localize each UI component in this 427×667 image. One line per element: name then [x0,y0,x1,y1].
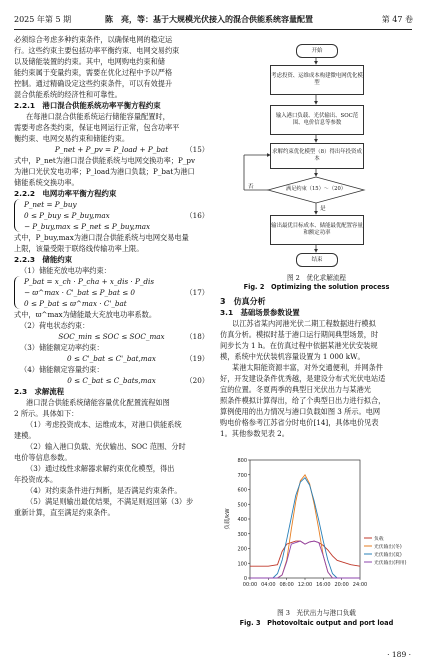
text-line: 混合供能系统的经济性和可靠性。 [14,90,122,99]
header-rule [14,29,412,30]
text-line: （1）考虑投资成本、运维成本，对港口供能系统 [26,420,182,429]
figure-caption-en: Fig. 2 Optimizing the solution process [243,283,390,291]
text-line: 控制。通过精确设定这些约束条件，可以有效提升 [14,79,173,88]
equation-19 [14,353,209,364]
text-line: （2）荷电状态约束： [20,321,90,330]
section-heading: 2.2.3 储能约束 [14,255,72,264]
equation-row: P_bat = x_ch · P_cha + x_dis · P_dis [24,277,155,286]
journal-volume: 第 47 卷 [381,15,413,24]
y-axis-label: 负载/kW [225,508,231,530]
x-tick-label: 16:00 [316,582,331,588]
text-line: 为港口光伏发电功率；P_load为港口负载；P_bat为港口 [14,167,195,176]
text-line: 式中，P_buy,max为港口混合供能系统与电网交易电量 [14,233,189,242]
text-line: 2 所示。具体如下： [14,409,79,418]
equation-row: 0 ≤ P_bat ≤ ϖ^max · C'_bat [24,299,127,308]
equation-body: P_net + P_pv = P_load + P_bat [54,145,169,154]
flow-no-label: 否 [248,184,254,190]
text-line: 模，系统中光伏装机容量设置为 1 000 kW。 [220,352,365,361]
y-tick-label: 800 [237,458,247,464]
flow-end: 结束 [296,253,338,267]
text-line: （3）储能额定功率约束： [20,343,104,352]
x-tick-label: 24:00 [352,582,368,588]
figure-caption-en: Fig. 3 Photovoltaic output and port load [239,619,394,627]
y-tick-label: 700 [237,472,247,479]
text-line: 重新计算，直至满足约束条件。 [14,508,115,517]
figure-caption-cn: 图 2 优化求解流程 [286,274,347,282]
x-tick-label: 20:00 [334,582,349,588]
brace [14,276,22,309]
journal-issue: 2025 年第 5 期 [14,15,72,24]
text-line: 能约束属于变量约束，需要在优化过程中予以严格 [14,68,173,77]
flow-yes-label: 是 [320,206,326,212]
equation-body: 0 ≤ C'_bat ≤ C'_bat,max [67,354,156,363]
equation-15 [14,144,209,155]
figure-caption-cn: 图 3 光伏出力与港口负载 [277,609,356,617]
x-tick-label: 08:00 [279,582,294,588]
text-line: （4）储能额定容量约束： [20,365,104,374]
y-tick-label: 500 [237,502,247,509]
equation-number: （16） [185,210,209,220]
flow-decision-label: 满足约束（15）～（20） [286,186,346,192]
text-line: （3）通过线性求解器求解约束优化模型，得出 [26,464,175,473]
page-number: · 189 · [387,650,411,659]
flowchart-figure [220,34,413,289]
text-line: 购电价格参考江苏省分时电价[14]，具体电价见表 [220,418,379,427]
text-line: 式中，ϖ^max为储能最大充放电功率系数。 [14,310,157,319]
flow-step-input: 输入港口负载、光伏输出、SOC范围、电价信息等参数 [270,105,364,135]
section-heading: 3.1 基础场景参数设置 [220,308,300,317]
equation-number: （20） [185,376,209,385]
legend-label: 光伏输出(夏) [374,553,402,558]
equation-16 [14,199,209,232]
section-heading: 3 仿真分析 [220,297,266,306]
x-tick-label: 00:00 [242,582,258,588]
text-line: 必须综合考虑多种约束条件，以确保电网的稳定运 [14,35,173,44]
y-tick-label: 0 [243,576,247,582]
flow-step-solve: 求解约束优化模型（8）得出年投资成本 [270,143,364,169]
text-line: 1。其他参数见表 2。 [220,429,289,438]
text-line: 好，开发建设条件优秀越，是建设分布式光伏电站适 [220,374,386,383]
running-title: 陈 亮，等：基于大规模光伏接入的混合供能系统容量配置 [105,15,313,24]
text-line: 电价等信息参数。 [14,453,72,462]
text-line: 照条件模拟计算得出，给了个典型日出力进行拟合， [220,396,386,405]
text-line: 间步长为 1 h。在仿真过程中依据某港光伏安装规 [220,341,378,350]
text-line: 上限，该量受限于联络线传输功率上限。 [14,244,144,253]
legend-label: 光伏输出(利用) [374,561,407,566]
equation-number: （15） [185,145,209,154]
equation-row: − P_buy,max ≤ P_net ≤ P_buy,max [24,222,151,231]
equation-number: （19） [185,354,209,363]
equation-row: P_net = P_buy [24,200,77,209]
text-line: （1）储能充放电功率约束： [20,266,111,275]
text-line: 行。这些约束主要包括功率平衡约束、电网交易约束 [14,46,180,55]
text-line: 宜的位置。冬夏两季的典型日光伏出力与某港光 [220,385,371,394]
text-line: 港口混合供能系统储能容量优化配置流程如图 [26,398,170,407]
text-line: 以及储能装置的约束。其中，电网购电约束和储 [14,57,165,66]
text-line: 仿真分析。模拟时基于港口运行期间典型场景，时 [220,330,379,339]
right-column [220,296,413,439]
legend-label: 光伏输出(冬) [374,545,402,550]
brace [14,199,22,232]
text-line: 式中，P_net为港口混合供能系统与电网交换功率；P_pv [14,156,196,165]
equation-17 [14,276,209,309]
text-line: 建模。 [14,431,36,440]
text-line: 某港太阳能资源丰富，对外交通便利，并网条件 [232,363,383,372]
flow-step-model: 考虑投资、运维成本构建微电网优化模型 [270,65,364,95]
x-tick-label: 12:00 [297,582,313,588]
y-tick-label: 200 [237,546,247,553]
equation-20 [14,375,209,386]
text-line: 年投资成本。 [14,475,58,484]
chart-figure [220,450,413,630]
legend-label: 负载 [374,537,384,542]
y-tick-label: 400 [237,517,247,523]
equation-row: − ϖ^max · C'_bat ≤ P_bat ≤ 0 [24,288,136,297]
left-column [14,34,209,518]
y-tick-label: 600 [237,487,247,494]
text-line: 以江苏省某内河港光伏二期工程数据进行模拟 [232,319,376,328]
equation-row: 0 ≤ P_buy ≤ P_buy,max [24,211,110,220]
text-line: 衡约束、电网交易约束和储能约束。 [14,134,130,143]
section-heading: 2.2.1 港口混合供能系统功率平衡方程约束 [14,101,161,110]
x-tick-label: 04:00 [261,582,276,588]
y-tick-label: 100 [237,561,247,568]
text-line: 在每港口混合供能系统运行储能容量配置时， [26,112,170,121]
y-tick-label: 300 [237,531,247,538]
text-line: （5）满足则输出最优结果，不满足则返回第（3）步 [26,497,194,506]
equation-number: （17） [185,287,209,297]
equation-18 [14,331,209,342]
equation-body: SOC_min ≤ SOC ≤ SOC_max [58,332,165,341]
text-line: 需要考虑各类约束，保证电网运行正常，包含功率平 [14,123,180,132]
section-heading: 2.3 求解流程 [14,387,65,396]
line-chart [220,450,413,605]
flow-step-output: 输出最优目标成本、储能最优配置容量和额定功率 [270,215,364,245]
text-line: （2）输入港口负载、光伏输出、SOC 范围、分时 [26,442,186,451]
text-line: 算例使用的出力情况与港口负载如图 3 所示。电网 [220,407,381,416]
section-heading: 2.2.2 电网功率平衡方程约束 [14,189,117,198]
text-line: （4）对约束条件进行判断，是否满足约束条件。 [26,486,182,495]
equation-body: 0 ≤ C_bat ≤ C_bats,max [67,376,156,385]
flow-start: 开始 [296,44,338,58]
text-line: 储能系统交换功率。 [14,178,79,187]
equation-number: （18） [185,332,209,341]
